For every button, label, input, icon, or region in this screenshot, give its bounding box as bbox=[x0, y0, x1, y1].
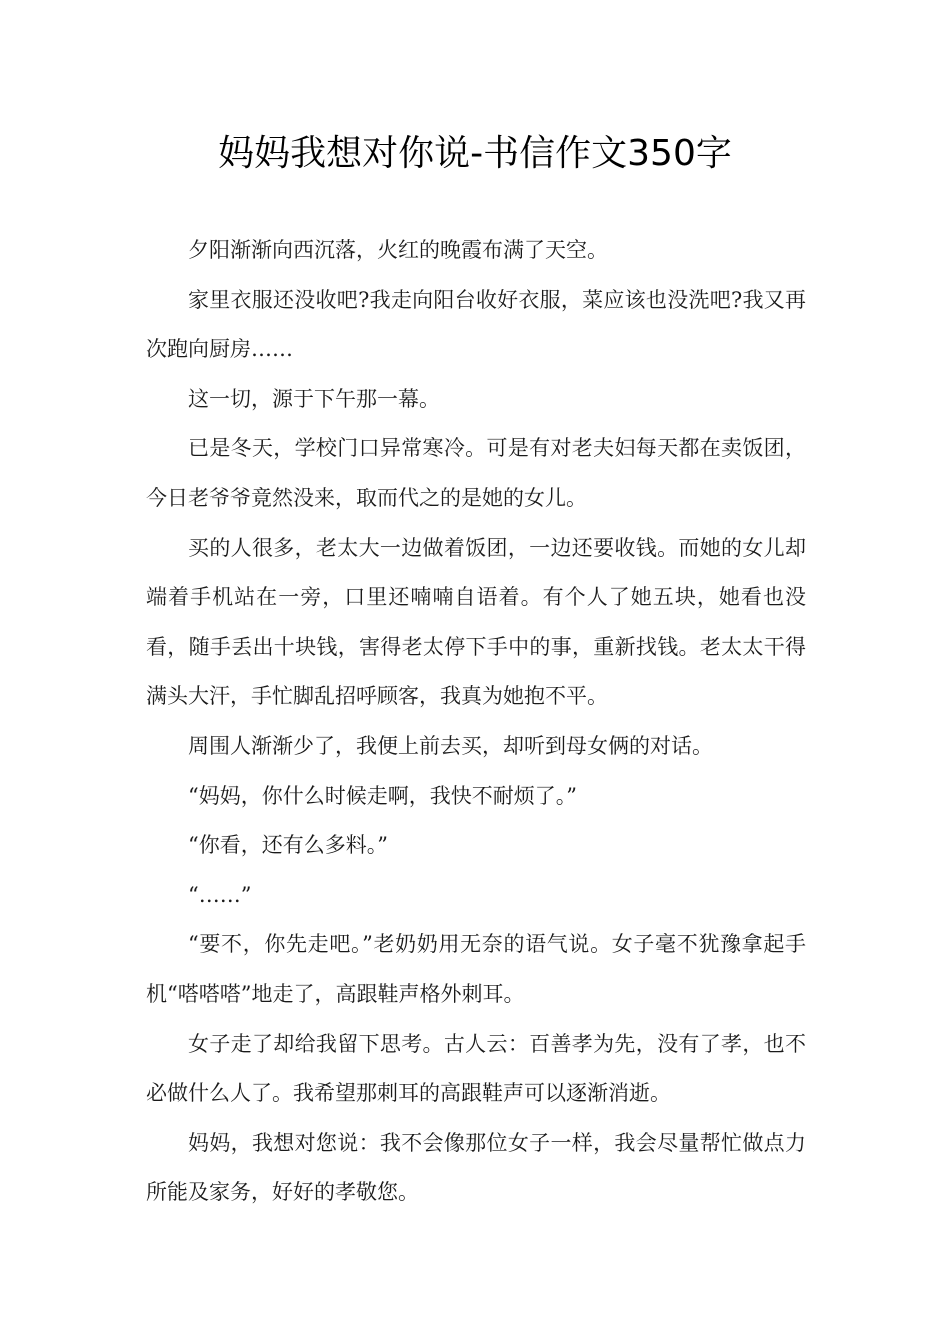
paragraph: “你看，还有么多料。” bbox=[188, 833, 388, 858]
paragraph: “妈妈，你什么时候走啊，我快不耐烦了。” bbox=[188, 783, 577, 808]
paragraph: “要不，你先走吧。”老奶奶用无奈的语气说。女子毫不犹豫拿起手机“嗒嗒嗒”地走了，高跟鞋声格外刺耳。 bbox=[146, 932, 806, 1006]
paragraph: 女子走了却给我留下思考。古人云：百善孝为先，没有了孝，也不必做什么人了。我希望那刺耳的高跟鞋声可以逐渐消逝。 bbox=[146, 1031, 806, 1106]
paragraph: “……” bbox=[188, 882, 252, 907]
paragraph: 已是冬天，学校门口异常寒冷。可是有对老夫妇每天都在卖饭团，今日老爷爷竟然没来，取而代之的是她的女儿。 bbox=[146, 436, 806, 510]
paragraph: 买的人很多，老太大一边做着饭团，一边还要收钱。而她的女儿却端着手机站在一旁，口里还喃喃自语着。有个人了她五块，她看也没看，随手丢出十块钱，害得老太停下手中的事，重新找钱。老太太干得满头大汗，手忙脚乱招呼顾客，我真为她抱不平。 bbox=[146, 535, 806, 709]
paragraph: 家里衣服还没收吧?我走向阳台收好衣服，菜应该也没洗吧?我又再次跑向厨房…… bbox=[146, 287, 806, 362]
paragraph: 这一切，源于下午那一幕。 bbox=[188, 386, 440, 411]
paragraph: 夕阳渐渐向西沉落，火红的晚霞布满了天空。 bbox=[188, 238, 608, 262]
document-body bbox=[146, 226, 806, 1218]
paragraph: 妈妈，我想对您说：我不会像那位女子一样，我会尽量帮忙做点力所能及家务，好好的孝敬您。 bbox=[146, 1130, 806, 1205]
paragraph: 周围人渐渐少了，我便上前去买，却听到母女俩的对话。 bbox=[188, 733, 713, 758]
document-title: 妈妈我想对你说-书信作文350字 bbox=[218, 133, 732, 174]
